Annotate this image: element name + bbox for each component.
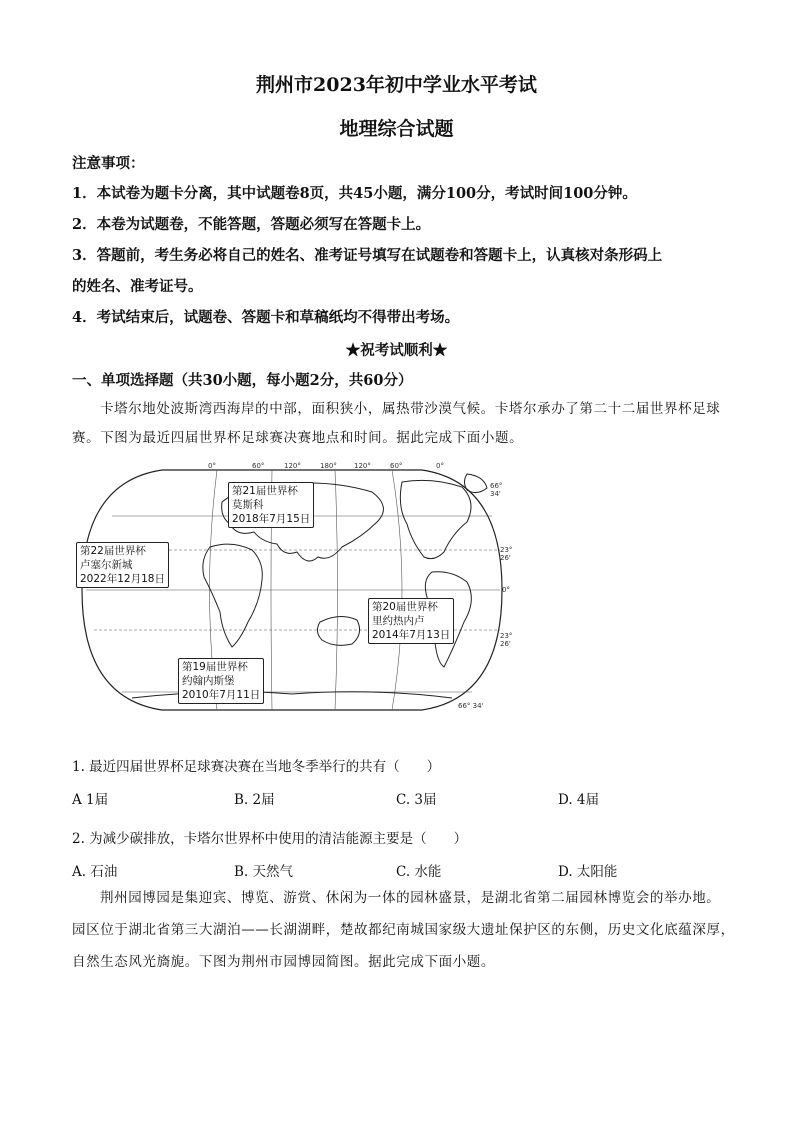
- question-1-option-a: A 1届: [72, 792, 109, 808]
- question-2-option-a: A. 石油: [72, 864, 118, 880]
- lon-label-60e: 60°: [252, 462, 265, 470]
- section-heading: 一、单项选择题（共30小题，每小题2分，共60分）: [72, 372, 413, 389]
- notice-item-3-cont: 的姓名、准考证号。: [72, 278, 203, 295]
- callout-johannesburg-date: 2010年7月11日: [182, 689, 261, 701]
- page-title: 荆州市2023年初中学业水平考试: [256, 74, 537, 96]
- intro-line-1: 卡塔尔地处波斯湾西海岸的中部，面积狭小，属热带沙漠气候。卡塔尔承办了第二十二届世界杯足球: [100, 401, 721, 417]
- question-2-stem: 2. 为减少碳排放，卡塔尔世界杯中使用的清洁能源主要是（ ）: [72, 831, 468, 847]
- lon-label-180: 180°: [320, 462, 337, 470]
- lon-label-120w: 120°: [354, 462, 371, 470]
- lat-label-6634s: 66° 34': [458, 702, 484, 710]
- question-2-option-b: B. 天然气: [234, 864, 294, 880]
- page-subtitle: 地理综合试题: [339, 118, 454, 140]
- lat-label-2326s: 23° 26': [500, 632, 513, 648]
- lat-label-6634n: 66° 34': [490, 482, 503, 498]
- lon-label-0-right: 0°: [436, 462, 444, 470]
- notice-heading: 注意事项：: [72, 155, 145, 172]
- intro-line-2: 赛。下图为最近四届世界杯足球赛决赛地点和时间。据此完成下面小题。: [72, 430, 524, 446]
- callout-moscow-city: 莫斯科: [232, 499, 264, 511]
- notice-item-2: 2．本卷为试题卷，不能答题，答题必须写在答题卡上。: [72, 216, 431, 233]
- notice-item-4: 4．考试结束后，试题卷、答题卡和草稿纸均不得带出考场。: [72, 309, 460, 326]
- question-2-option-d: D. 太阳能: [558, 864, 618, 880]
- question-1-option-b: B. 2届: [234, 792, 275, 808]
- callout-lusail-city: 卢塞尔新城: [80, 559, 133, 571]
- callout-lusail-edition: 第22届世界杯: [80, 545, 146, 557]
- callout-johannesburg-city: 约翰内斯堡: [182, 675, 235, 687]
- callout-johannesburg-edition: 第19届世界杯: [182, 661, 248, 673]
- lon-label-60w: 60°: [390, 462, 403, 470]
- callout-johannesburg: [178, 658, 264, 704]
- notice-item-3: 3．答题前，考生务必将自己的姓名、准考证号填写在试题卷和答题卡上，认真核对条形码上: [72, 247, 663, 264]
- callout-rio-date: 2014年7月13日: [372, 629, 451, 641]
- passage2-line-1: 荆州园博园是集迎宾、博览、游赏、休闲为一体的园林盛景，是湖北省第二届园林博览会的举办地。: [100, 890, 721, 906]
- callout-rio-edition: 第20届世界杯: [372, 601, 438, 613]
- callout-moscow-edition: 第21届世界杯: [232, 485, 298, 497]
- passage2-line-3: 自然生态风光旖旎。下图为荆州市园博园简图。据此完成下面小题。: [72, 954, 495, 970]
- lat-label-2326n: 23° 26': [500, 546, 513, 562]
- good-luck-line: ★祝考试顺利★: [345, 342, 448, 359]
- callout-lusail: [76, 542, 169, 588]
- question-1-option-d: D. 4届: [558, 792, 600, 808]
- lon-label-0: 0°: [208, 462, 216, 470]
- callout-rio-city: 里约热内卢: [372, 615, 425, 627]
- callout-moscow-date: 2018年7月15日: [232, 513, 311, 525]
- question-1-stem: 1. 最近四届世界杯足球赛决赛在当地冬季举行的共有（ ）: [72, 759, 441, 775]
- callout-moscow: [228, 482, 314, 528]
- lon-label-120e: 120°: [284, 462, 301, 470]
- question-2-option-c: C. 水能: [396, 864, 442, 880]
- lat-label-equator: 0°: [502, 586, 510, 594]
- callout-lusail-date: 2022年12月18日: [80, 573, 165, 585]
- question-1-option-c: C. 3届: [396, 792, 437, 808]
- notice-item-1: 1．本试卷为题卡分离，其中试题卷8页，共45小题，满分100分，考试时间100分钟。: [72, 185, 637, 202]
- passage2-line-2: 园区位于湖北省第三大湖泊——长湖湖畔，楚故都纪南城国家级大遗址保护区的东侧，历史文化底蕴深厚，: [72, 922, 735, 938]
- world-map-figure: [72, 462, 512, 718]
- callout-rio: [368, 598, 454, 644]
